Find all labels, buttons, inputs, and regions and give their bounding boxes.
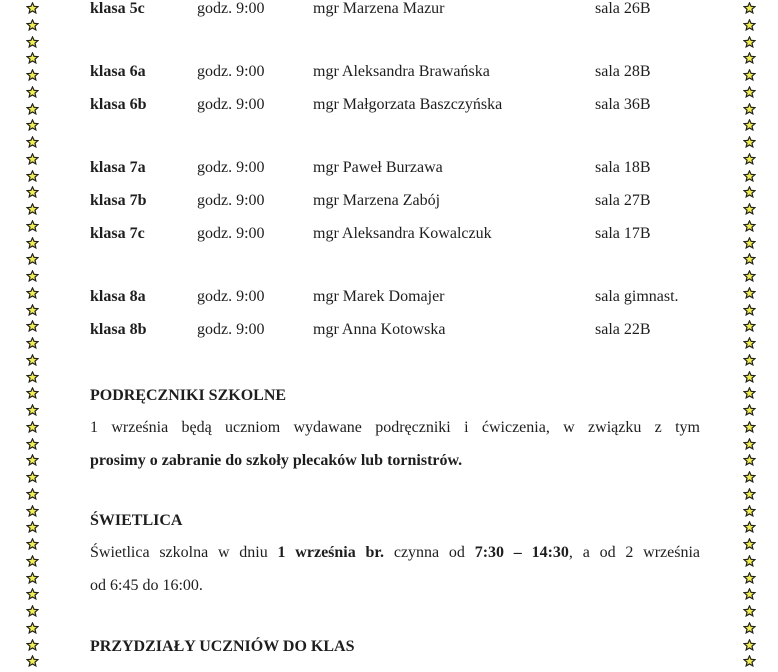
class-label: klasa 7a (90, 159, 146, 176)
section-heading: PODRĘCZNIKI SZKOLNE (90, 387, 287, 404)
star-icon (26, 454, 40, 471)
star-icon (743, 304, 757, 321)
star-icon (26, 36, 40, 53)
class-label: klasa 8a (90, 288, 146, 305)
star-icon (26, 605, 40, 622)
text-segment: czynna od (384, 544, 475, 561)
star-icon (26, 136, 40, 153)
document-section (90, 504, 700, 602)
text-segment: 1 września br. (277, 544, 385, 561)
room-label: sala 27B (595, 192, 651, 209)
time-label: godz. 9:00 (197, 192, 265, 209)
room-label: sala 22B (595, 321, 651, 338)
star-icon (26, 19, 40, 36)
star-icon (743, 605, 757, 622)
schedule-row (90, 151, 700, 184)
star-icon (743, 471, 757, 488)
star-icon (743, 203, 757, 220)
star-icon (743, 337, 757, 354)
star-icon (743, 622, 757, 639)
star-icon (26, 52, 40, 69)
section-heading: ŚWIETLICA (90, 512, 183, 529)
teacher-name: mgr Aleksandra Brawańska (313, 63, 490, 80)
document-section (90, 630, 700, 663)
star-icon (743, 488, 757, 505)
teacher-name: mgr Paweł Burzawa (313, 159, 443, 176)
time-label: godz. 9:00 (197, 0, 265, 17)
star-icon (26, 538, 40, 555)
star-icon (743, 270, 757, 287)
room-label: sala gimnast. (595, 288, 679, 305)
star-icon (743, 237, 757, 254)
star-icon (26, 237, 40, 254)
star-icon (26, 354, 40, 371)
schedule-row (90, 217, 700, 250)
star-icon (26, 387, 40, 404)
star-icon (26, 2, 40, 19)
schedule-row (90, 184, 700, 217)
time-label: godz. 9:00 (197, 321, 265, 338)
star-icon (26, 505, 40, 522)
star-icon (26, 153, 40, 170)
room-label: sala 26B (595, 0, 651, 17)
teacher-name: mgr Anna Kotowska (313, 321, 446, 338)
teacher-name: mgr Aleksandra Kowalczuk (313, 225, 492, 242)
document-page (90, 0, 700, 663)
star-icon (26, 186, 40, 203)
room-label: sala 17B (595, 225, 651, 242)
star-icon (26, 119, 40, 136)
paragraph-line (90, 570, 700, 603)
star-icon (26, 287, 40, 304)
star-icon (743, 19, 757, 36)
star-icon (26, 588, 40, 605)
star-icon (743, 655, 757, 672)
schedule-group (90, 0, 700, 25)
star-icon (743, 538, 757, 555)
star-icon (26, 270, 40, 287)
class-label: klasa 7c (90, 225, 145, 242)
star-icon (743, 505, 757, 522)
star-icon (743, 153, 757, 170)
schedule-row (90, 280, 700, 313)
star-icon (743, 387, 757, 404)
star-icon (26, 69, 40, 86)
star-icon (743, 371, 757, 388)
star-icon (743, 287, 757, 304)
time-label: godz. 9:00 (197, 63, 265, 80)
teacher-name: mgr Marzena Mazur (313, 0, 445, 17)
star-icon (743, 86, 757, 103)
star-icon (26, 103, 40, 120)
star-icon (26, 371, 40, 388)
star-icon (743, 572, 757, 589)
star-icon (743, 36, 757, 53)
star-icon (743, 253, 757, 270)
schedule-group (90, 55, 700, 121)
schedule-group (90, 280, 700, 346)
star-icon (26, 488, 40, 505)
paragraph-line (90, 537, 700, 570)
schedule-row (90, 313, 700, 346)
star-icon (743, 103, 757, 120)
star-icon (743, 119, 757, 136)
star-icon (743, 421, 757, 438)
star-icon (26, 572, 40, 589)
star-icon (743, 555, 757, 572)
schedule-row (90, 55, 700, 88)
text-segment: prosimy o zabranie do szkoły plecaków lub tornistrów. (90, 451, 463, 469)
star-icon (26, 320, 40, 337)
star-icon (743, 404, 757, 421)
teacher-name: mgr Marzena Zabój (313, 192, 441, 209)
star-icon (743, 320, 757, 337)
teacher-name: mgr Marek Domajer (313, 288, 445, 305)
star-icon (26, 639, 40, 656)
star-icon (743, 639, 757, 656)
star-icon (26, 304, 40, 321)
text-segment: 7:30 – 14:30 (474, 544, 569, 561)
schedule-row (90, 0, 700, 25)
star-icon (743, 438, 757, 455)
star-icon (743, 521, 757, 538)
star-icon (26, 622, 40, 639)
star-icon (26, 220, 40, 237)
teacher-name: mgr Małgorzata Baszczyńska (313, 96, 503, 113)
star-icon (26, 203, 40, 220)
star-icon (26, 170, 40, 187)
star-icon (743, 220, 757, 237)
star-icon (26, 655, 40, 672)
star-icon (743, 454, 757, 471)
class-label: klasa 6a (90, 63, 146, 80)
star-icon (26, 421, 40, 438)
star-icon (743, 354, 757, 371)
text-segment: , a od 2 września (568, 544, 700, 561)
star-icon (743, 52, 757, 69)
room-label: sala 36B (595, 96, 651, 113)
star-border-right (743, 2, 757, 672)
schedule-group (90, 151, 700, 250)
sections (90, 379, 700, 663)
text-segment: Świetlica szkolna w dniu (90, 544, 278, 561)
star-icon (26, 337, 40, 354)
schedule-row (90, 88, 700, 121)
star-icon (26, 471, 40, 488)
document-section (90, 379, 700, 477)
class-label: klasa 8b (90, 321, 147, 338)
text-segment: 1 września będą uczniom wydawane podręczniki i ćwiczenia, w związku z tym (90, 419, 700, 436)
star-icon (743, 136, 757, 153)
class-label: klasa 7b (90, 192, 147, 209)
star-icon (743, 186, 757, 203)
star-icon (743, 69, 757, 86)
time-label: godz. 9:00 (197, 159, 265, 176)
paragraph-line (90, 412, 700, 445)
text-segment: od 6:45 do 16:00. (90, 576, 203, 594)
time-label: godz. 9:00 (197, 288, 265, 305)
class-label: klasa 6b (90, 96, 147, 113)
star-icon (26, 555, 40, 572)
time-label: godz. 9:00 (197, 225, 265, 242)
star-icon (26, 521, 40, 538)
star-border-left (26, 2, 40, 672)
section-heading: PRZYDZIAŁY UCZNIÓW DO KLAS (90, 638, 355, 655)
star-icon (743, 588, 757, 605)
star-icon (26, 404, 40, 421)
room-label: sala 28B (595, 63, 651, 80)
star-icon (26, 438, 40, 455)
room-label: sala 18B (595, 159, 651, 176)
star-icon (743, 170, 757, 187)
star-icon (26, 86, 40, 103)
paragraph-line (90, 445, 700, 478)
class-schedule (90, 0, 700, 346)
class-label: klasa 5c (90, 0, 145, 17)
time-label: godz. 9:00 (197, 96, 265, 113)
star-icon (743, 2, 757, 19)
star-icon (26, 253, 40, 270)
